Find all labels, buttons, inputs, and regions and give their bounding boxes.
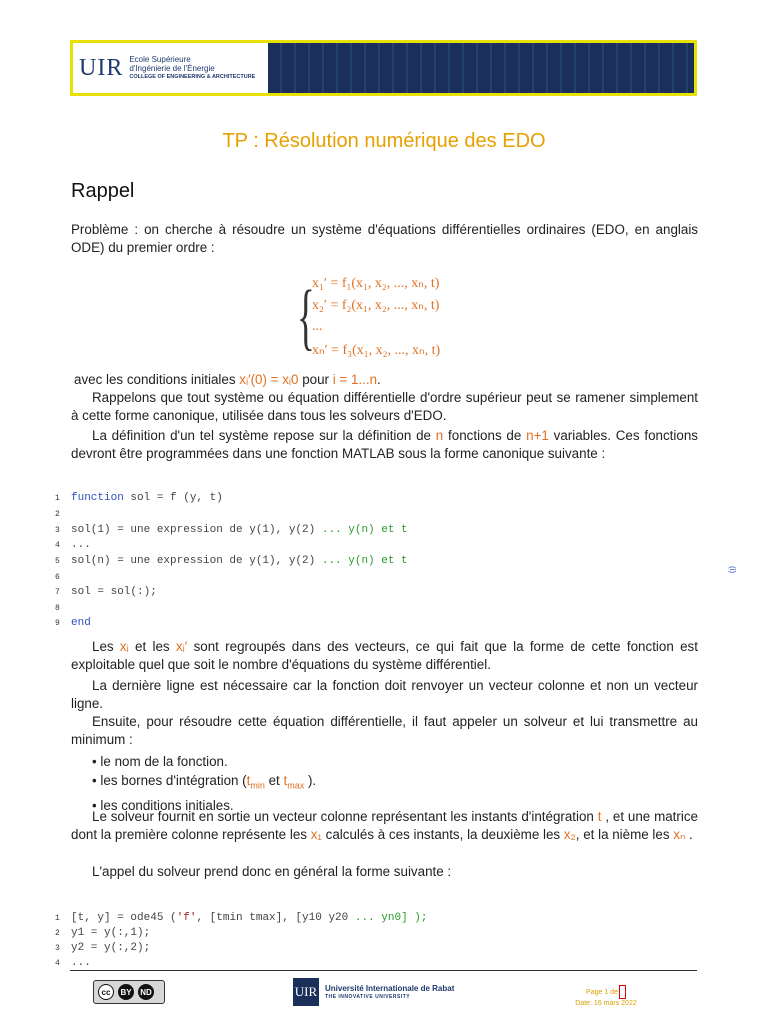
line-number: 5: [55, 557, 60, 566]
paragraph-appel: L'appel du solveur prend donc en général la forme suivante :: [92, 864, 452, 879]
code-line: 3 y2 = y(:,2);: [55, 942, 151, 954]
paragraph-rappelons: Rappelons que tout système ou équation différentielle d'ordre supérieur peut se ramener simplement à cette forme canonique, utilisée dans tous les solveurs d'EDO.: [71, 390, 698, 423]
cc-license-badge[interactable]: [93, 980, 165, 1004]
equation-line: xₙ′ = f₃(x₁, x₂, ..., xₙ, t): [312, 343, 441, 358]
line-number: 7: [55, 588, 60, 597]
page-link-box[interactable]: [619, 985, 626, 999]
list-item: • les conditions initiales.: [92, 797, 234, 813]
code-line: 4 ...: [55, 957, 91, 969]
symbol-x2: x₂: [563, 827, 576, 842]
code-text: ...: [71, 539, 91, 551]
school-logo: [73, 43, 268, 93]
paragraph-ensuite: Ensuite, pour résoudre cette équation différentielle, il faut appeler un solveur et lui transmettre au minimum :: [71, 714, 698, 747]
les-text-b: et les: [135, 639, 170, 654]
tmax-symbol: $t_{max}$: [283, 773, 305, 791]
code-comment: ... y(n) et t: [321, 555, 408, 567]
definition-text-b: fonctions de: [448, 428, 522, 443]
date-text: Date: 16 mars 2022: [575, 1000, 637, 1007]
code-line: [55, 538, 91, 552]
bullet-text: les conditions initiales.: [100, 797, 234, 813]
conditions-mid: pour: [302, 372, 329, 387]
line-number: 8: [55, 604, 60, 613]
intro-paragraph: Problème : on cherche à résoudre un système d'équations différentielles ordinaires (EDO, en anglais ODE) du premier ordre :: [71, 222, 698, 255]
equation-line: x₂′ = f₂(x₁, x₂, ..., xₙ, t): [312, 298, 440, 313]
line-number: 2: [55, 510, 60, 519]
equation-line: ...: [312, 319, 323, 334]
definition-n: n: [435, 428, 444, 443]
definition-text-c: variables. Ces fonctions devront être programmées dans une fonction MATLAB sous la forme canonique suivante :: [71, 428, 698, 461]
les-xi-prime: xᵢ′: [175, 639, 188, 654]
header-banner: [70, 40, 697, 96]
code-line: [55, 570, 71, 584]
code-line: [55, 616, 91, 630]
line-number: 3: [55, 944, 60, 953]
conditions-prefix: avec les conditions initiales: [74, 372, 236, 387]
page-info: [565, 985, 647, 1009]
bullet-list: [92, 752, 316, 815]
school-line-2: d'Ingénierie de l'Énergie: [129, 63, 215, 73]
code-line: [55, 554, 408, 568]
conditions-end: .: [377, 372, 381, 387]
school-name: [129, 56, 255, 80]
university-tagline: THE INNOVATIVE UNIVERSITY: [325, 994, 411, 1001]
les-text-c: sont regroupés dans des vecteurs, ce qui fait que la forme de cette fonction est exploitable quel que soit le nombre d'équations du système différentiel.: [71, 639, 698, 672]
page-number: Page 1 de: [586, 988, 618, 996]
code-line: 2 y1 = y(:,1);: [55, 927, 151, 939]
definition-n-plus-1: n+1: [526, 428, 549, 443]
line-number: 3: [55, 526, 60, 535]
school-line-1: Ecole Supérieure: [129, 55, 191, 65]
paragraph-solveur: Le solveur fournit en sortie un vecteur colonne représentant les instants d'intégration t , et une matrice dont la première colonne représente les x₁ calculés à ces instants, la deuxième les x₂, et la nième les xₙ .: [71, 809, 698, 842]
les-text-a: Les: [92, 639, 114, 654]
code-line: [55, 491, 223, 505]
les-xi: xᵢ: [119, 639, 129, 654]
symbol-xn: xₙ: [673, 827, 686, 842]
list-item: • le nom de la fonction.: [92, 754, 228, 769]
school-line-3: COLLEGE OF ENGINEERING & ARCHITECTURE: [129, 73, 256, 80]
line-number: 1: [55, 494, 60, 503]
code-text: sol(n) = une expression de y(1), y(2): [71, 555, 322, 567]
code-text: sol = f (y, t): [123, 492, 223, 504]
university-logo: [293, 978, 454, 1006]
code-line: [55, 523, 408, 537]
equation-line: x₁′ = f₁(x₁, x₂, ..., xₙ, t): [312, 276, 440, 291]
section-heading: Rappel: [71, 180, 135, 202]
paragraph-vectors: [71, 638, 698, 674]
line-number: 9: [55, 619, 60, 628]
code-text: sol = sol(:);: [71, 586, 157, 598]
code-comment: ... yn0] );: [354, 912, 428, 924]
symbol-t: t: [597, 809, 602, 824]
by-icon: BY: [118, 984, 134, 1000]
margin-link-icon[interactable]: (i): [728, 566, 737, 574]
initial-conditions: [74, 371, 701, 389]
line-number: 1: [55, 914, 60, 923]
code-string: 'f': [176, 912, 197, 924]
code-keyword: function: [71, 492, 124, 504]
uir-logo-text: UIR: [79, 54, 124, 81]
page-title: TP : Résolution numérique des EDO: [222, 130, 546, 152]
bullet-text: le nom de la fonction.: [100, 754, 228, 769]
bullet-text: les bornes d'intégration (: [100, 773, 247, 788]
uir-footer-logo: UIR: [293, 978, 319, 1006]
tmin-symbol: $t_{min}$: [246, 773, 265, 791]
code-line: 1 [t, y] = ode45 ('f', [tmin tmax], [y10 y20 ... yn0] );: [55, 912, 428, 924]
footer-divider: [70, 970, 697, 971]
symbol-x1: x₁: [310, 827, 322, 842]
header-pattern: [268, 43, 694, 93]
line-number: 4: [55, 541, 60, 550]
line-number: 6: [55, 573, 60, 582]
conditions-expr: xᵢ′(0) = xᵢ0: [239, 372, 299, 387]
header-inner: [73, 43, 694, 93]
code-line: [55, 601, 71, 615]
paragraph-definition: [71, 427, 698, 463]
code-comment: ... y(n) et t: [321, 524, 408, 536]
university-name: Université Internationale de Rabat: [325, 983, 455, 993]
cc-icon: cc: [98, 984, 114, 1000]
line-number: 2: [55, 929, 60, 938]
line-number: 4: [55, 959, 60, 968]
code-line: [55, 585, 157, 599]
definition-text-a: La définition d'un tel système repose sur la définition de: [92, 428, 431, 443]
code-keyword: end: [71, 617, 91, 629]
list-item: • les bornes d'intégration ($t_{min}$ et $t_{max}$ ).: [92, 773, 317, 791]
code-text: sol(1) = une expression de y(1), y(2): [71, 524, 322, 536]
paragraph-derniere: La dernière ligne est nécessaire car la fonction doit renvoyer un vecteur colonne et non un vecteur ligne.: [71, 678, 698, 711]
nd-icon: ND: [138, 984, 154, 1000]
brace-symbol: {: [297, 276, 315, 358]
conditions-range: i = 1...n: [332, 372, 378, 387]
code-line: [55, 507, 71, 521]
